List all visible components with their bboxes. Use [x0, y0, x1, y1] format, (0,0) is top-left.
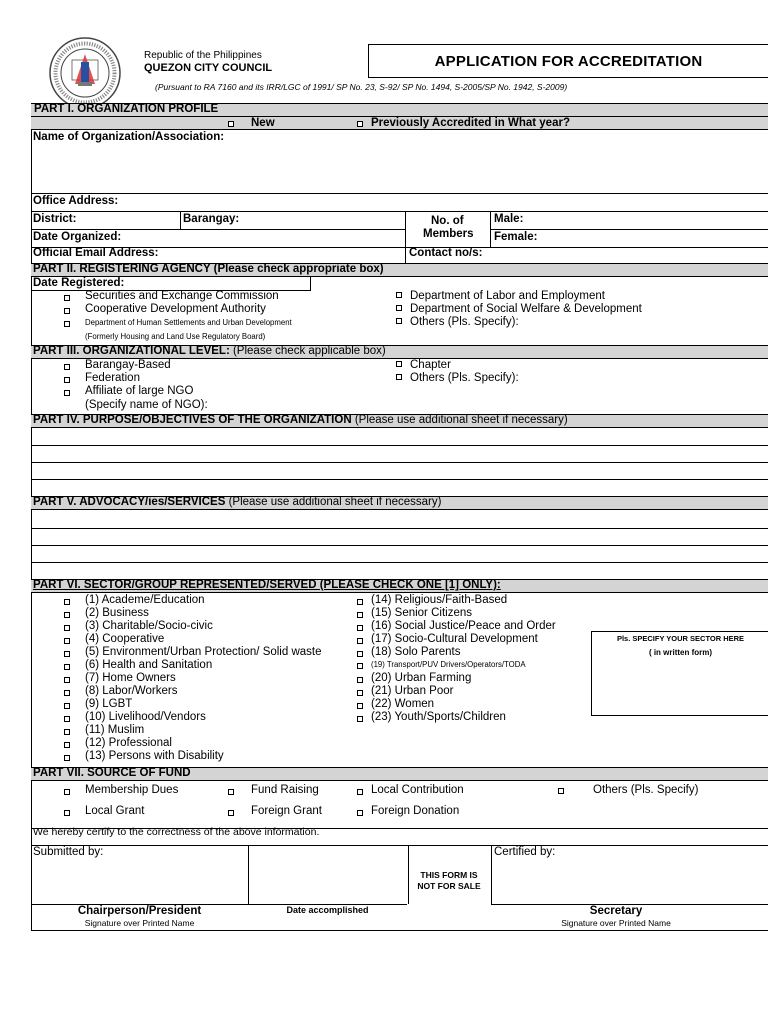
- local-contribution-checkbox[interactable]: [357, 789, 363, 795]
- level-barangay-based: Barangay-Based: [85, 359, 171, 371]
- sector-specify-label: Pls. SPECIFY YOUR SECTOR HERE: [616, 634, 745, 643]
- new-checkbox[interactable]: [228, 121, 234, 127]
- fund-local-grant: Local Grant: [85, 805, 145, 817]
- sector-16-checkbox[interactable]: [357, 625, 363, 631]
- dhsud-checkbox[interactable]: [64, 321, 70, 327]
- part4-heading-bold: PART IV. PURPOSE/OBJECTIVES OF THE ORGANIZATION: [33, 414, 352, 426]
- part6-heading: PART VI. SECTOR/GROUP REPRESENTED/SERVED (PLEASE CHECK ONE [1] ONLY):: [33, 579, 501, 591]
- part3-heading-bold: PART III. ORGANIZATIONAL LEVEL:: [33, 345, 230, 357]
- secretary-signature-note: Signature over Printed Name: [561, 918, 671, 928]
- barangay-label: Barangay:: [183, 213, 240, 225]
- level-affiliate: Affiliate of large NGO: [85, 385, 194, 397]
- district-label: District:: [33, 213, 77, 225]
- sector-7: (7) Home Owners: [85, 672, 176, 684]
- level-others-checkbox[interactable]: [396, 374, 402, 380]
- part7-heading: PART VII. SOURCE OF FUND: [33, 767, 191, 779]
- part2-heading: PART II. REGISTERING AGENCY (Please check appropriate box): [33, 263, 384, 275]
- part4-heading-note: (Please use additional sheet if necessary): [351, 414, 568, 426]
- foreign-grant-checkbox[interactable]: [228, 810, 234, 816]
- org-name-label: Name of Organization/Association:: [33, 131, 225, 143]
- part4-heading: [33, 414, 568, 426]
- sector-1: (1) Academe/Education: [85, 594, 205, 606]
- sector-7-checkbox[interactable]: [64, 677, 70, 683]
- date-accomplished-box[interactable]: [248, 845, 409, 904]
- part3-heading: [33, 345, 386, 357]
- part3-heading-note: (Please check applicable box): [229, 345, 386, 357]
- sector-11-checkbox[interactable]: [64, 729, 70, 735]
- previously-accredited-checkbox[interactable]: [357, 121, 363, 127]
- members-label: Members: [423, 228, 474, 240]
- part5-heading-note: (Please use additional sheet if necessary): [225, 496, 442, 508]
- date-organized-label: Date Organized:: [33, 231, 122, 243]
- form-title: APPLICATION FOR ACCREDITATION: [368, 44, 768, 78]
- sector-21: (21) Urban Poor: [371, 685, 454, 697]
- sector-specify-note: ( in written form): [648, 648, 713, 657]
- dole-checkbox[interactable]: [396, 292, 402, 298]
- fund-membership-dues: Membership Dues: [85, 784, 179, 796]
- sector-22: (22) Women: [371, 698, 435, 710]
- male-label: Male:: [494, 213, 524, 225]
- sector-6-checkbox[interactable]: [64, 664, 70, 670]
- part5-heading: [33, 496, 441, 508]
- sector-3: (3) Charitable/Socio-civic: [85, 620, 213, 632]
- new-label: New: [251, 117, 275, 129]
- sector-8-checkbox[interactable]: [64, 690, 70, 696]
- chairperson-label: Chairperson/President: [77, 905, 202, 917]
- sector-1-checkbox[interactable]: [64, 599, 70, 605]
- not-for-sale-line1: THIS FORM IS: [420, 870, 478, 880]
- sector-17: (17) Socio-Cultural Development: [371, 633, 538, 645]
- sector-2-checkbox[interactable]: [64, 612, 70, 618]
- sector-18-checkbox[interactable]: [357, 651, 363, 657]
- affiliate-checkbox[interactable]: [64, 390, 70, 396]
- sector-15-checkbox[interactable]: [357, 612, 363, 618]
- agency-dole: Department of Labor and Employment: [410, 290, 605, 302]
- sector-14-checkbox[interactable]: [357, 599, 363, 605]
- secretary-label: Secretary: [589, 905, 643, 917]
- fund-others: Others (Pls. Specify): [593, 784, 699, 796]
- sector-4-checkbox[interactable]: [64, 638, 70, 644]
- female-label: Female:: [494, 231, 538, 243]
- agency-others: Others (Pls. Specify):: [410, 316, 519, 328]
- sector-9: (9) LGBT: [85, 698, 133, 710]
- submitted-by-label: Submitted by:: [33, 846, 104, 858]
- foreign-donation-checkbox[interactable]: [357, 810, 363, 816]
- sector-23: (23) Youth/Sports/Children: [371, 711, 506, 723]
- sector-specify-box[interactable]: [591, 631, 768, 716]
- republic-label: Republic of the Philippines: [144, 50, 262, 61]
- office-address-label: Office Address:: [33, 195, 119, 207]
- level-affiliate-note: (Specify name of NGO):: [85, 399, 208, 411]
- sector-9-checkbox[interactable]: [64, 703, 70, 709]
- sector-11: (11) Muslim: [85, 724, 145, 736]
- quezon-city-council-seal: [48, 36, 122, 110]
- pursuant-note: (Pursuant to RA 7160 and its IRR/LGC of 1991/ SP No. 23, S-92/ SP No. 1494, S-2005/SP No. 1942, S-2009): [155, 82, 568, 92]
- sector-12-checkbox[interactable]: [64, 742, 70, 748]
- sector-4: (4) Cooperative: [85, 633, 165, 645]
- sector-17-checkbox[interactable]: [357, 638, 363, 644]
- fund-foreign-grant: Foreign Grant: [251, 805, 322, 817]
- membership-dues-checkbox[interactable]: [64, 789, 70, 795]
- sector-8: (8) Labor/Workers: [85, 685, 178, 697]
- cda-checkbox[interactable]: [64, 308, 70, 314]
- fund-local-contribution: Local Contribution: [371, 784, 464, 796]
- sector-19: (19) Transport/PUV Drivers/Operators/TODA: [371, 660, 526, 669]
- sector-3-checkbox[interactable]: [64, 625, 70, 631]
- previously-accredited-label: Previously Accredited in What year?: [371, 117, 570, 129]
- local-grant-checkbox[interactable]: [64, 810, 70, 816]
- sector-10-checkbox[interactable]: [64, 716, 70, 722]
- sector-19-checkbox[interactable]: [357, 663, 363, 669]
- dswd-checkbox[interactable]: [396, 305, 402, 311]
- no-of-label: No. of: [431, 215, 464, 227]
- sector-2: (2) Business: [85, 607, 149, 619]
- level-others: Others (Pls. Specify):: [410, 372, 519, 384]
- barangay-based-checkbox[interactable]: [64, 364, 70, 370]
- sector-6: (6) Health and Sanitation: [85, 659, 213, 671]
- part1-heading: PART I. ORGANIZATION PROFILE: [34, 103, 219, 115]
- sector-20: (20) Urban Farming: [371, 672, 472, 684]
- certification-statement: We hereby certify to the correctness of the above information.: [33, 826, 320, 838]
- federation-checkbox[interactable]: [64, 377, 70, 383]
- part5-heading-bold: PART V. ADVOCACY/ies/SERVICES: [33, 496, 226, 508]
- fund-others-checkbox[interactable]: [558, 788, 564, 794]
- sec-checkbox[interactable]: [64, 295, 70, 301]
- sector-12: (12) Professional: [85, 737, 172, 749]
- sector-16: (16) Social Justice/Peace and Order: [371, 620, 556, 632]
- sector-21-checkbox[interactable]: [357, 690, 363, 696]
- level-chapter: Chapter: [410, 359, 451, 371]
- sector-13-checkbox[interactable]: [64, 755, 70, 761]
- agency-dhsud-note: (Formerly Housing and Land Use Regulatory Board): [85, 332, 266, 341]
- sector-5-checkbox[interactable]: [64, 651, 70, 657]
- agency-dswd: Department of Social Welfare & Development: [410, 303, 642, 315]
- fund-raising: Fund Raising: [251, 784, 319, 796]
- chapter-checkbox[interactable]: [396, 361, 402, 367]
- sector-5: (5) Environment/Urban Protection/ Solid waste: [85, 646, 322, 658]
- sector-22-checkbox[interactable]: [357, 703, 363, 709]
- sector-14: (14) Religious/Faith-Based: [371, 594, 508, 606]
- agency-dhsud: Department of Human Settlements and Urban Development: [85, 318, 292, 327]
- sector-18: (18) Solo Parents: [371, 646, 461, 658]
- fund-foreign-donation: Foreign Donation: [371, 805, 460, 817]
- certified-by-label: Certified by:: [494, 846, 556, 858]
- date-accomplished-label: Date accomplished: [286, 905, 369, 915]
- agency-cda: Cooperative Development Authority: [85, 303, 266, 315]
- agency-sec: Securities and Exchange Commission: [85, 290, 279, 302]
- level-federation: Federation: [85, 372, 140, 384]
- email-label: Official Email Address:: [33, 247, 159, 259]
- not-for-sale-line2: NOT FOR SALE: [417, 881, 481, 891]
- sector-20-checkbox[interactable]: [357, 677, 363, 683]
- agency-others-checkbox[interactable]: [396, 318, 402, 324]
- sector-15: (15) Senior Citizens: [371, 607, 472, 619]
- council-label: QUEZON CITY COUNCIL: [144, 62, 273, 74]
- fund-raising-checkbox[interactable]: [228, 789, 234, 795]
- sector-10: (10) Livelihood/Vendors: [85, 711, 206, 723]
- contact-label: Contact no/s:: [409, 247, 483, 259]
- chair-signature-note: Signature over Printed Name: [84, 918, 195, 928]
- sector-13: (13) Persons with Disability: [85, 750, 224, 762]
- date-registered-label: Date Registered:: [33, 277, 125, 289]
- sector-23-checkbox[interactable]: [357, 716, 363, 722]
